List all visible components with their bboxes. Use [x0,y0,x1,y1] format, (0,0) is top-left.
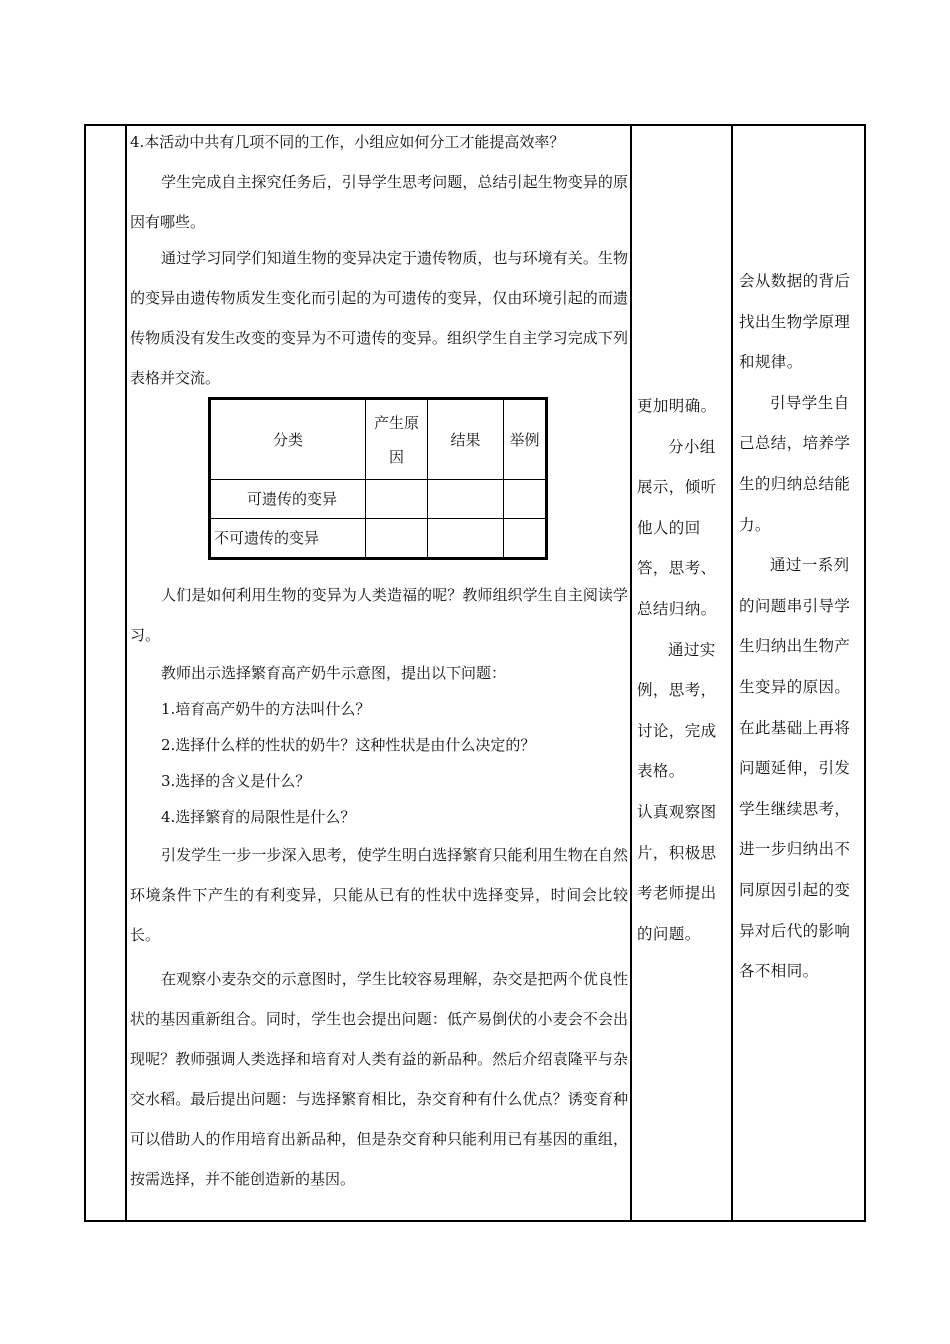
design-intent-text: 通过一系列的问题串引导学生归纳出生物产生变异的原因。在此基础上再将问题延伸，引发学生继续思考，进一步归纳出不同原因引起的变异对后代的影响各不相同。 [739,556,851,981]
student-activity-text: 认真观察图片，积极思考老师提出的问题。 [637,802,717,943]
design-intent-text: 会从数据的背后找出生物学原理和规律。 [739,272,851,372]
header-result: 结果 [450,430,481,449]
student-activity-text: 分小组展示，倾听他人的回答，思考、总结归纳。 [637,437,717,618]
paragraph: 学生完成自主探究任务后，引导学生思考问题，总结引起生物变异的原因有哪些。 [130,173,628,231]
paragraph: 教师出示选择繁育高产奶牛示意图，提出以下问题： [161,664,507,682]
variation-classification-table [208,397,548,560]
paragraph: 人们是如何利用生物的变异为人类造福的呢？教师组织学生自主阅读学习。 [130,586,628,644]
paragraph: 引发学生一步一步深入思考，使学生明白选择繁育只能利用生物在自然环境条件下产生的有利变异，只能从已有的性状中选择变异，时间会比较长。 [130,846,628,944]
student-activity-text: 通过实例，思考，讨论，完成表格。 [637,640,717,781]
question-item: 2.选择什么样的性状的奶牛？这种性状是由什么决定的？ [161,736,536,754]
column-divider [731,124,733,1222]
row-heritable-variation: 可遗传的变异 [246,490,337,508]
column-divider [125,124,127,1222]
student-activity-text: 更加明确。 [637,397,717,415]
question-4-text: 4.本活动中共有几项不同的工作，小组应如何分工才能提高效率？ [130,133,565,151]
column-divider [630,124,632,1222]
question-item: 1.培育高产奶牛的方法叫什么？ [161,700,371,718]
paragraph: 通过学习同学们知道生物的变异决定于遗传物质，也与环境有关。生物的变异由遗传物质发生变化而引起的为可遗传的变异，仅由环境引起的而遗传物质没有发生改变的变异为不可遗传的变异。组织学生自主学习完成下列表格并交流。 [130,249,628,387]
design-intent-column [739,261,861,992]
question-item: 3.选择的含义是什么？ [161,772,311,790]
design-intent-text: 引导学生自己总结，培养学生的归纳总结能力。 [739,393,851,534]
student-activity-column [637,386,729,954]
paragraph: 在观察小麦杂交的示意图时，学生比较容易理解，杂交是把两个优良性状的基因重新组合。同时，学生也会提出问题：低产易倒伏的小麦会不会出现呢？教师强调人类选择和培育对人类有益的新品种。然后介绍袁隆平与杂交水稻。最后提出问题：与选择繁育相比，杂交育种有什么优点？诱变育种可以借助人的作用培育出新品种，但是杂交育种只能利用已有基因的重组，按需选择，并不能创造新的基因。 [130,970,628,1188]
teaching-process-column [130,124,628,1199]
question-item: 4.选择繁育的局限性是什么？ [161,808,356,826]
header-example: 举例 [509,430,540,449]
row-non-heritable-variation: 不可遗传的变异 [214,529,320,547]
header-category: 分类 [272,430,303,449]
header-cause: 产生原因 [373,413,419,466]
